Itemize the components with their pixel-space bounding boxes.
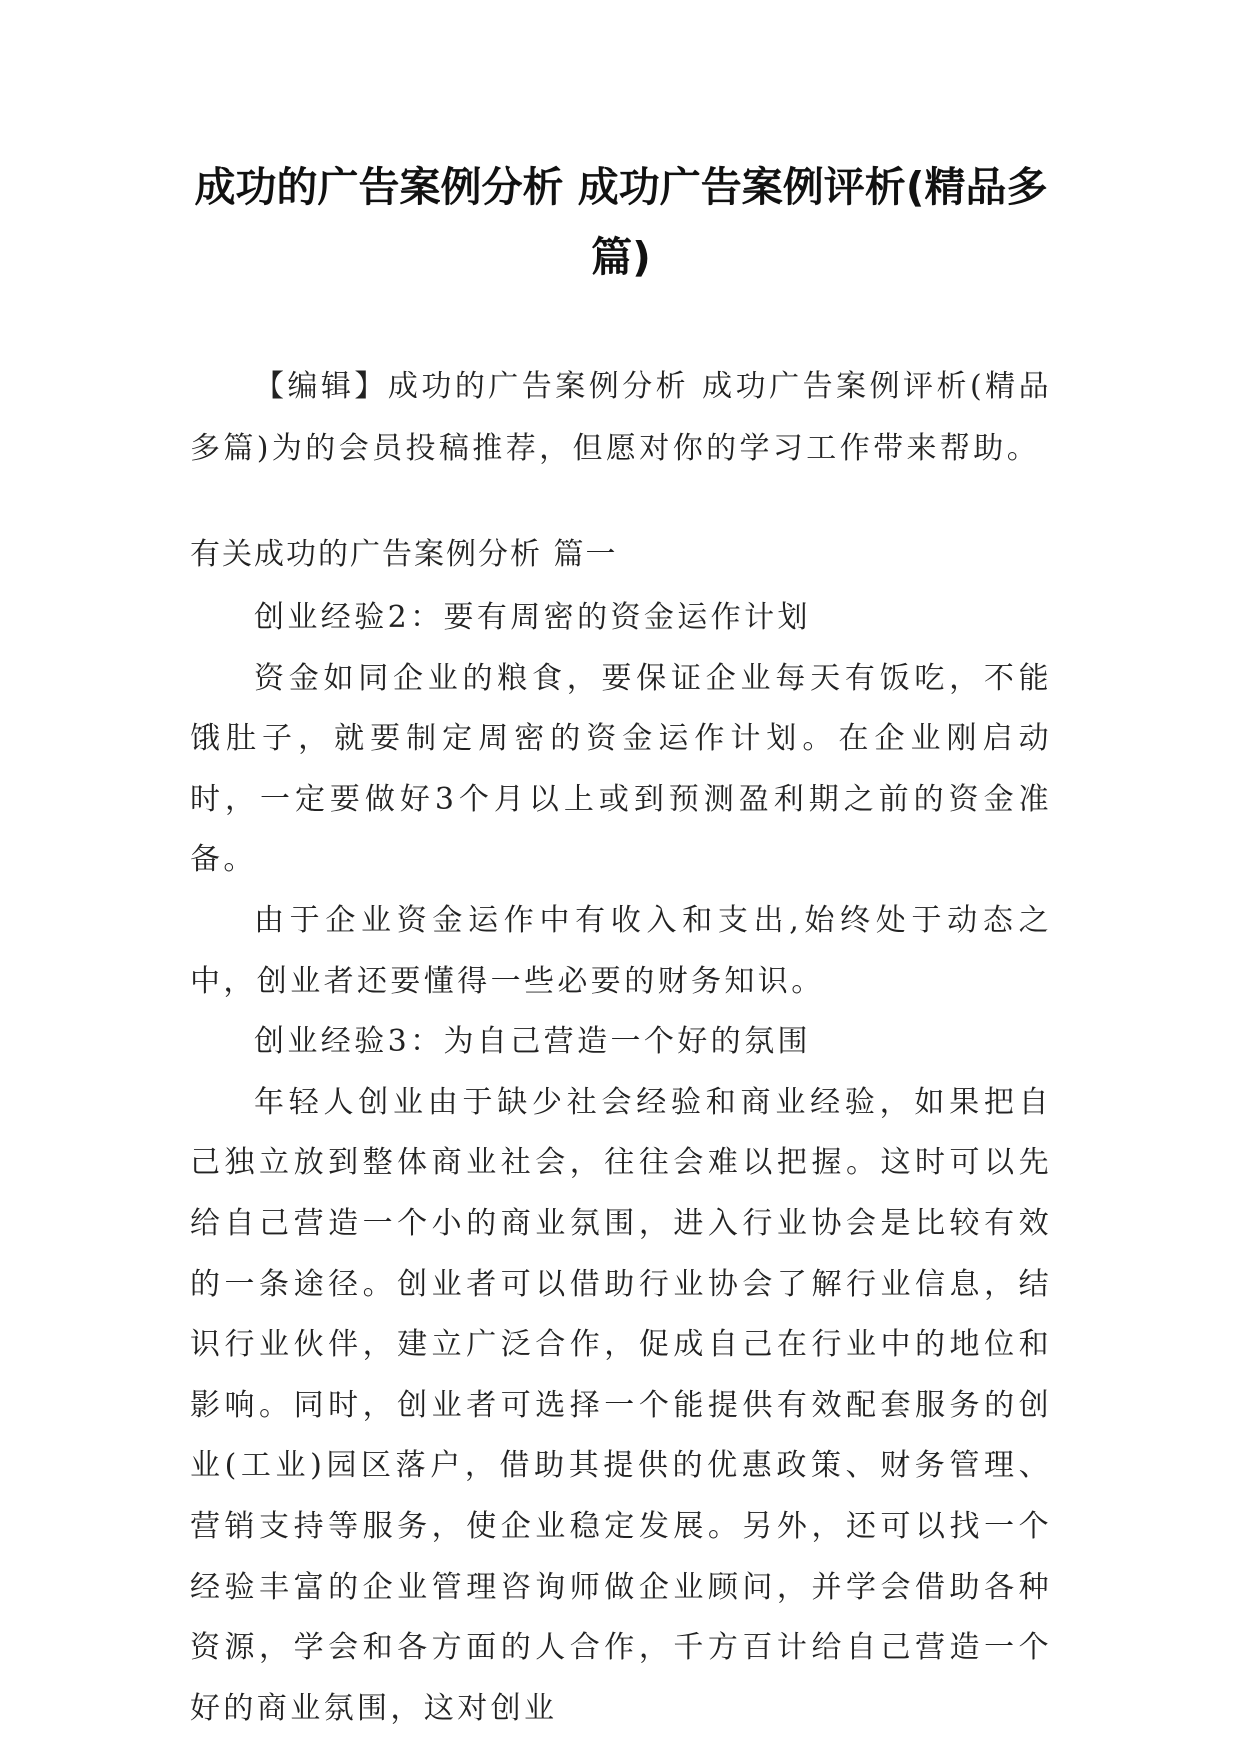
document-title: 成功的广告案例分析 成功广告案例评析(精品多篇) [194, 163, 1048, 281]
body-paragraph: 由于企业资金运作中有收入和支出,始终处于动态之中，创业者还要懂得一些必要的财务知识。 [190, 902, 1052, 999]
intro-paragraph: 【编辑】成功的广告案例分析 成功广告案例评析(精品多篇)为的会员投稿推荐，但愿对你的学习工作带来帮助。 [190, 369, 1052, 466]
body-paragraph: 年轻人创业由于缺少社会经验和商业经验，如果把自己独立放到整体商业社会，往往会难以把握。这时可以先给自己营造一个小的商业氛围，进入行业协会是比较有效的一条途径。创业者可以借助行业协会了解行业信息，结识行业伙伴，建立广泛合作，促成自己在行业中的地位和影响。同时，创业者可选择一个能提供有效配套服务的创业(工业)园区落户，借助其提供的优惠政策、财务管理、营销支持等服务，使企业稳定发展。另外，还可以找一个经验丰富的企业管理咨询师做企业顾问，并学会借助各种资源，学会和各方面的人合作，千方百计给自己营造一个好的商业氛围，这对创业 [190, 1084, 1052, 1726]
body-paragraph: 资金如同企业的粮食，要保证企业每天有饭吃，不能饿肚子，就要制定周密的资金运作计划。在企业刚启动时，一定要做好3个月以上或到预测盈利期之前的资金准备。 [190, 660, 1052, 878]
section-heading: 有关成功的广告案例分析 篇一 [190, 537, 618, 572]
article-body [190, 588, 1052, 1739]
subheading-experience-2: 创业经验2：要有周密的资金运作计划 [254, 600, 811, 635]
subheading-experience-3: 创业经验3：为自己营造一个好的氛围 [254, 1024, 811, 1060]
